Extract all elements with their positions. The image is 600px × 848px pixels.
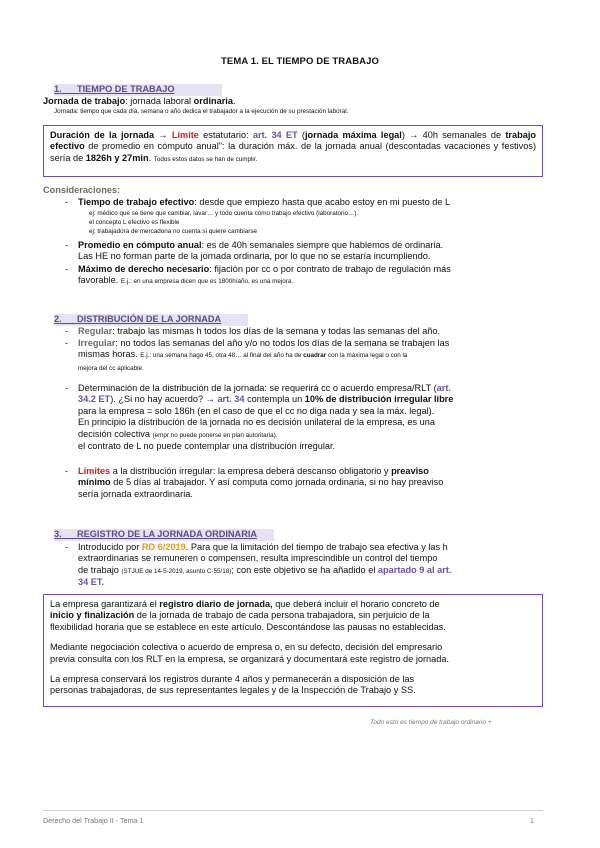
duration-box: Duración de la jornada → Límite estatutario: art. 34 ET (jornada máxima legal) → 40h semanales de trabajo efectivo de promedio en cómputo anual": la duración máx. de la jornada anual (descontadas vacaciones y festivos) sería de 1826h y 27min. Todos estos datos se han de cumplir. [43,125,543,177]
footnote: Todo esto es tiempo de trabajo ordinario + [370,719,492,726]
registro-box: La empresa garantizará el registro diario de jornada, que deberá incluir el horario concreto de inicio y finalización de la jornada de trabajo de cada persona trabajadora, sin perjuicio de la flexibilidad horaria que se establece en este artículo. Descontándose las pausas no establecidas. Mediante negociación colectiva o acuerdo de empresa o, en su defecto, decisión del empresario previa consulta con los RLT en la empresa, se organizará y documentará este registro de jornada. La empresa conservará los registros durante 4 años y permanecerán a disposición de las personas trabajadoras, de sus representantes legales y de la Inspección de Trabajo y SS. [43,594,543,707]
distribution-regular: - Regular: trabajo las mismas h todos los días de la semana y todas las semanas del año. [65,326,441,336]
page-number: 1 [530,816,534,825]
footer-divider [43,810,543,811]
distribution-irregular: - Irregular: no todos las semanas del año y/o no todos los días de la semana se trabajen las mismas horas. E.j.: una semana hago 45, otra 48… al final del año ha de cuadrar con la máxima legal o con la mejora del cc aplicable. [65,338,450,372]
section-1-heading: 1. TIEMPO DE TRABAJO [54,84,175,94]
registro-intro: - Introducido por RD 6/2019. Para que la limitación del tiempo de trabajo sea efectiva y las h extraordinarias se remuneren o compensen, resulta imprescindible un control del tiempo de trabajo (STJUE de 14-5-2019, asunto C-55/18); con este objetivo se ha añadido el apartado 9 al art. 34 ET. [65,542,452,588]
consideration-3: - Máximo de derecho necesario: fijación por cc o por contrato de trabajo de regulación más favorable. E.j.: en una empresa dicen que es 1800h/año, es una mejora. [65,264,451,286]
jornada-definition: Jornada de trabajo: jornada laboral ordinaria. [43,96,236,106]
section-3-heading: 3. REGISTRO DE LA JORNADA ORDINARIA [54,529,258,539]
consideration-1-note-3: ej: trabajadora de mercadona no cuenta si quiere cambiarse [89,228,258,235]
jornada-note: Jornada: tiempo que cada día, semana o año dedica el trabajador a la ejecución de su prestación laboral. [54,108,349,115]
footer-left: Derecho del Trabajo II - Tema 1 [43,816,144,825]
consideration-1: - Tiempo de trabajo efectivo: desde que empiezo hasta que acabo estoy en mi puesto de L [65,197,451,207]
section-2-heading: 2. DISTRIBUCIÓN DE LA JORNADA [54,314,222,324]
considerations-label: Consideraciones: [43,185,121,195]
consideration-1-note-1: ej: médico que se tiene que cambiar, lavar… y todo cuenta como trabajo efectivo (laboratorio…). [89,210,359,217]
page-title: TEMA 1. EL TIEMPO DE TRABAJO [221,56,379,67]
distribution-determination: - Determinación de la distribución de la jornada: se requerirá cc o acuerdo empresa/RLT (art. 34.2 ET). ¿Si no hay acuerdo? → art. 34 contempla un 10% de distribución irregular libre para la empresa = solo 186h (en el caso de que el cc no diga nada y sea la máx. legal). En principio la distribución de la jornada no es decisión unilateral de la empresa, es una decisión colectiva (empr no puede ponerse en plan autoritaria). el contrato de L no puede contemplar una distribución irregular. [65,383,454,452]
distribution-limits: - Límites a la distribución irregular: la empresa deberá descanso obligatorio y preaviso mínimo de 5 días al trabajador. Y así computa como jornada ordinaria, si no hay preaviso sería jornada extraordinaria. [65,466,444,499]
consideration-2: - Promedio en cómputo anual: es de 40h semanales siempre que hablemos de ordinaria. Las HE no forman parte de la jornada ordinaria, por lo que no se estaría incumpliendo. [65,240,444,262]
consideration-1-note-2: el concepto L efectivo es flexible [89,219,180,226]
